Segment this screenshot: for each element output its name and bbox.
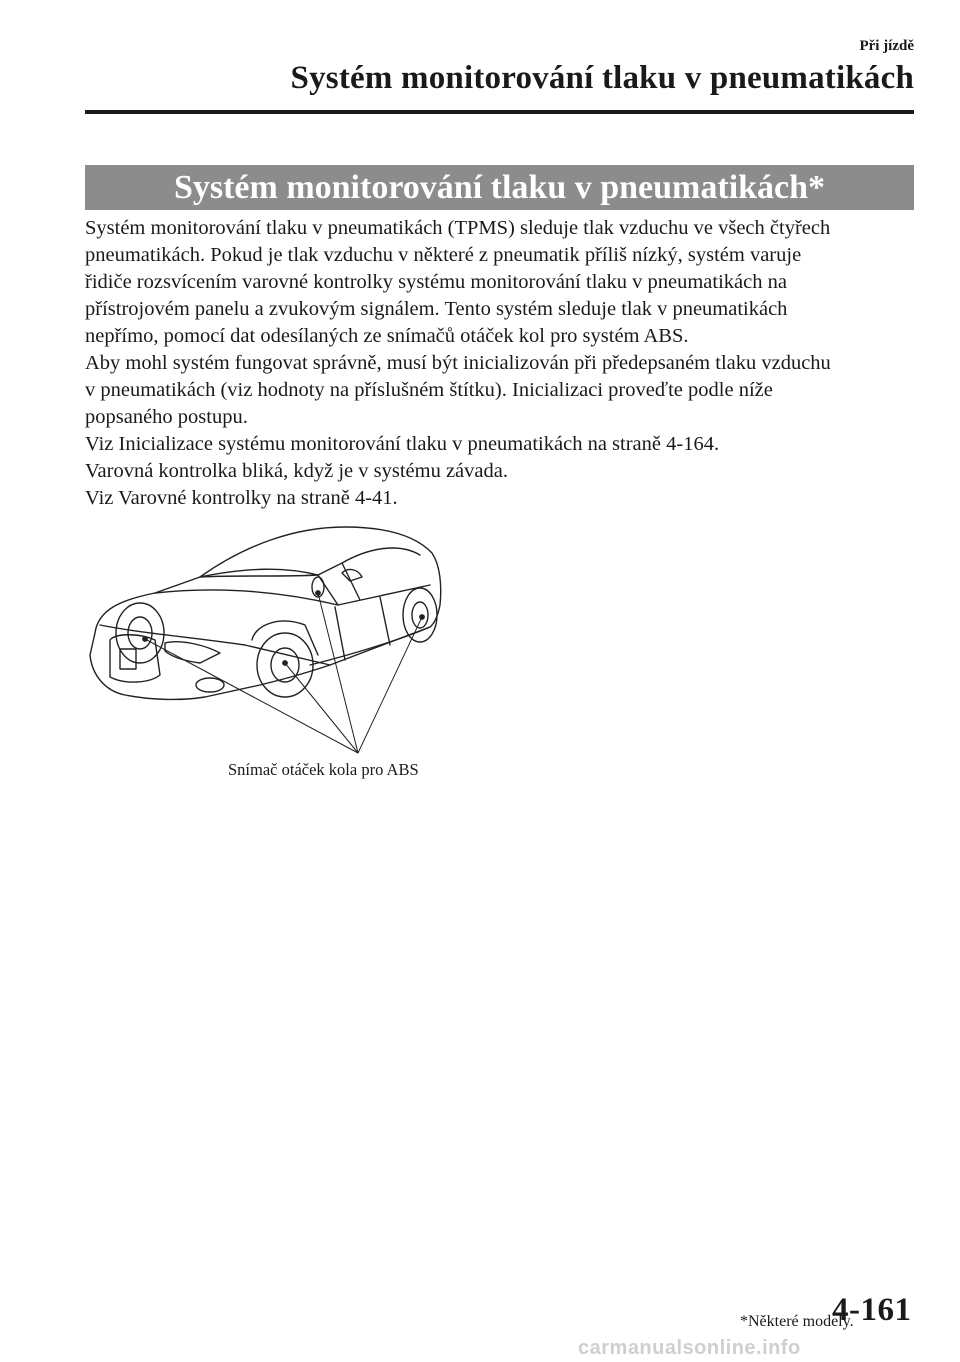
section-heading-text: Systém monitorování tlaku v pneumatikách* xyxy=(173,168,826,206)
car-illustration-icon xyxy=(80,515,460,760)
body-line: Aby mohl systém fungovat správně, musí být inicializován při předepsaném tlaku vzduchu xyxy=(85,352,831,374)
watermark: carmanualsonline.info xyxy=(578,1337,801,1359)
car-abs-sensor-illustration xyxy=(80,515,460,760)
chapter-label: Při jízdě xyxy=(859,38,914,54)
figure-caption: Snímač otáček kola pro ABS xyxy=(228,760,419,779)
title-rule xyxy=(85,110,914,114)
body-line: přístrojovém panelu a zvukovým signálem. Tento systém sleduje tlak v pneumatikách xyxy=(85,298,788,320)
body-line: Viz Inicializace systému monitorování tlaku v pneumatikách na straně 4-164. xyxy=(85,433,720,455)
body-line: řidiče rozsvícením varovné kontrolky systému monitorování tlaku v pneumatikách na xyxy=(85,271,787,293)
page-title: Systém monitorování tlaku v pneumatikách xyxy=(290,60,914,96)
footnote: *Některé modely. xyxy=(740,1313,854,1330)
body-line: Systém monitorování tlaku v pneumatikách (TPMS) sleduje tlak vzduchu ve všech čtyřech xyxy=(85,217,831,239)
body-line: pneumatikách. Pokud je tlak vzduchu v některé z pneumatik příliš nízký, systém varuje xyxy=(85,244,802,266)
body-line: Varovná kontrolka bliká, když je v systému závada. xyxy=(85,460,508,482)
body-line: nepřímo, pomocí dat odesílaných ze snímačů otáček kol pro systém ABS. xyxy=(85,325,689,347)
page-number: 4-161 xyxy=(832,1292,912,1328)
section-heading xyxy=(85,165,914,210)
body-line: v pneumatikách (viz hodnoty na příslušném štítku). Inicializaci proveďte podle níže xyxy=(85,379,773,401)
body-line: popsaného postupu. xyxy=(85,406,248,428)
body-text xyxy=(85,215,925,512)
body-line: Viz Varovné kontrolky na straně 4-41. xyxy=(85,487,398,509)
